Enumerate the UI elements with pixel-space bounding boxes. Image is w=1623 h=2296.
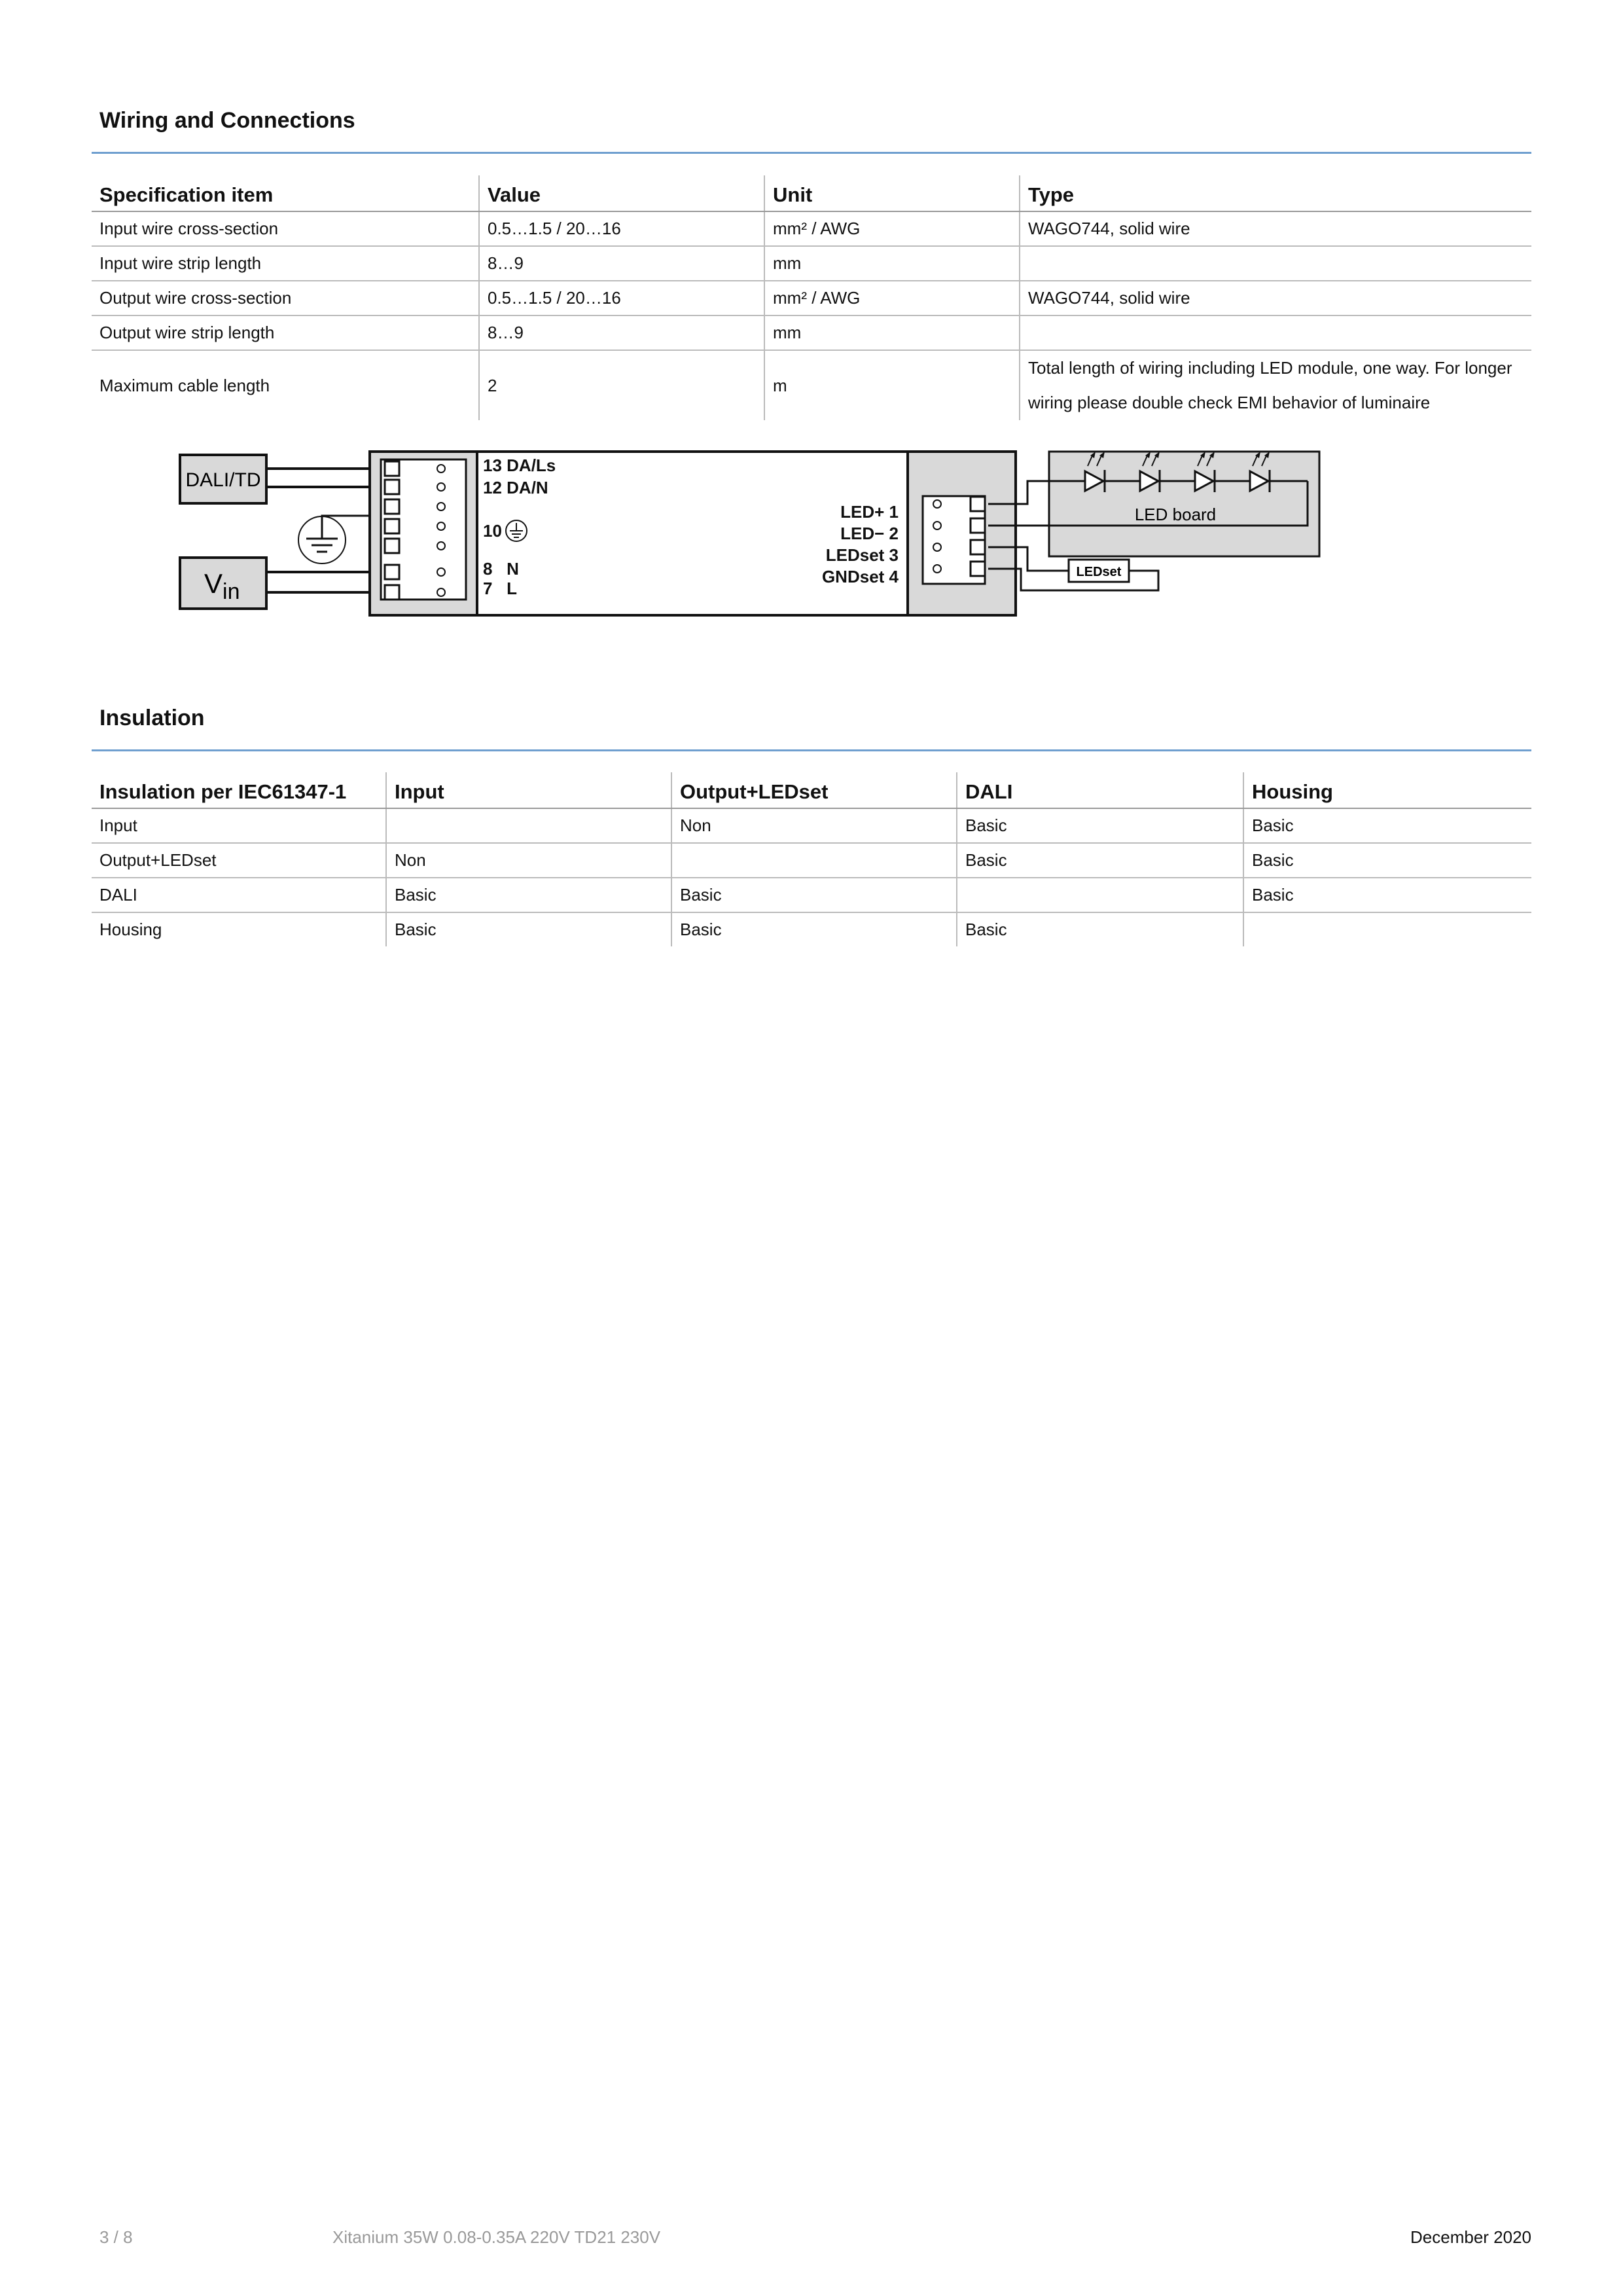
product-name: Xitanium 35W 0.08-0.35A 220V TD21 230V [332, 2227, 661, 2247]
table-cell [1243, 912, 1531, 946]
column-header: Insulation per IEC61347-1 [92, 772, 386, 808]
screw-terminal [971, 540, 985, 554]
table-header-row [92, 175, 1531, 211]
insulation-section-title: Insulation [99, 706, 205, 730]
table-row [92, 808, 1531, 843]
terminal-label: 10 [483, 521, 502, 541]
table-cell: Total length of wiring including LED module, one way. For longer wiring please double check EMI behavior of luminaire [1020, 350, 1531, 420]
screw-terminal [385, 585, 399, 600]
table-cell: Input wire strip length [92, 246, 479, 281]
table-row [92, 281, 1531, 315]
table-cell: Non [386, 843, 671, 878]
table-cell [671, 843, 957, 878]
table-cell: Input [92, 808, 386, 843]
column-header: Housing [1243, 772, 1531, 808]
table-cell: Output wire strip length [92, 315, 479, 350]
page-number: 3 / 8 [99, 2227, 133, 2247]
screw-terminal [385, 480, 399, 494]
terminal-hole [933, 500, 941, 508]
terminal-hole [933, 522, 941, 529]
wiring-section-title: Wiring and Connections [99, 108, 355, 133]
insulation-table [92, 772, 1531, 946]
table-cell: Basic [957, 808, 1243, 843]
table-cell: Output+LEDset [92, 843, 386, 878]
terminal-label: 13 DA/Ls [483, 456, 556, 475]
table-cell: Output wire cross-section [92, 281, 479, 315]
table-row [92, 912, 1531, 946]
terminal-hole [437, 542, 445, 550]
table-cell [386, 808, 671, 843]
table-cell: mm² / AWG [764, 281, 1020, 315]
table-cell: 0.5…1.5 / 20…16 [479, 281, 764, 315]
table-row [92, 350, 1531, 420]
insulation-title-rule [92, 749, 1531, 751]
wiring-title-rule [92, 152, 1531, 154]
terminal-hole [933, 565, 941, 573]
table-cell: Input wire cross-section [92, 211, 479, 246]
vin-label: $V_{in}$ [204, 568, 240, 604]
terminal-label: GNDset 4 [821, 567, 899, 586]
terminal-label: LED+ 1 [840, 502, 899, 522]
screw-terminal [385, 539, 399, 553]
screw-terminal [385, 565, 399, 579]
table-cell [1020, 315, 1531, 350]
terminal-hole [437, 522, 445, 530]
table-cell: Basic [386, 878, 671, 912]
table-cell: mm² / AWG [764, 211, 1020, 246]
table-cell: WAGO744, solid wire [1020, 281, 1531, 315]
document-date: December 2020 [1410, 2227, 1531, 2247]
dali-label: DALI/TD [185, 469, 261, 491]
screw-terminal [971, 562, 985, 576]
column-header: Specification item [92, 175, 479, 211]
table-cell: Basic [671, 878, 957, 912]
terminal-label: 8 N [483, 559, 519, 579]
screw-terminal [971, 518, 985, 533]
table-cell [1020, 246, 1531, 281]
screw-terminal [971, 497, 985, 511]
table-cell: Maximum cable length [99, 375, 270, 395]
terminal-label: 12 DA/N [483, 478, 548, 497]
terminal-label: 7 L [483, 579, 518, 598]
screw-terminal [385, 499, 399, 514]
column-header: DALI [957, 772, 1243, 808]
table-cell: Basic [671, 912, 957, 946]
table-header-row [92, 772, 1531, 808]
table-row [92, 315, 1531, 350]
terminal-hole [933, 543, 941, 551]
terminal-hole [437, 503, 445, 511]
table-row [92, 843, 1531, 878]
led-board-label: LED board [1134, 505, 1217, 524]
screw-terminal [385, 519, 399, 533]
table-cell: Basic [1243, 808, 1531, 843]
column-header: Value [479, 175, 764, 211]
table-cell: Basic [957, 843, 1243, 878]
column-header: Output+LEDset [671, 772, 957, 808]
table-cell: DALI [92, 878, 386, 912]
column-header: Input [386, 772, 671, 808]
table-cell: 0.5…1.5 / 20…16 [479, 211, 764, 246]
terminal-label: LED− 2 [840, 524, 899, 543]
screw-terminal [385, 461, 399, 476]
terminal-hole [437, 588, 445, 596]
terminal-hole [437, 465, 445, 473]
terminal-label: LEDset 3 [825, 545, 899, 565]
table-cell: Basic [957, 912, 1243, 946]
table-cell: mm [764, 315, 1020, 350]
table-cell: 8…9 [479, 315, 764, 350]
table-row [92, 211, 1531, 246]
table-row [92, 246, 1531, 281]
wiring-spec-table [92, 175, 1531, 420]
column-header: Unit [764, 175, 1020, 211]
ledset-label: LEDset [1076, 565, 1122, 579]
table-cell: WAGO744, solid wire [1020, 211, 1531, 246]
table-cell: 8…9 [479, 246, 764, 281]
table-cell: Basic [1243, 878, 1531, 912]
table-row [92, 878, 1531, 912]
table-cell: m [764, 350, 1020, 420]
column-header: Type [1020, 175, 1531, 211]
table-cell [957, 878, 1243, 912]
terminal-hole [437, 568, 445, 576]
table-cell: mm [764, 246, 1020, 281]
wiring-diagram [177, 445, 1322, 622]
table-cell: Basic [386, 912, 671, 946]
table-cell: Housing [99, 920, 162, 939]
terminal-hole [437, 483, 445, 491]
led-board [1049, 452, 1319, 556]
table-cell: 2 [479, 350, 764, 420]
table-cell: Basic [1243, 843, 1531, 878]
table-cell: Non [671, 808, 957, 843]
